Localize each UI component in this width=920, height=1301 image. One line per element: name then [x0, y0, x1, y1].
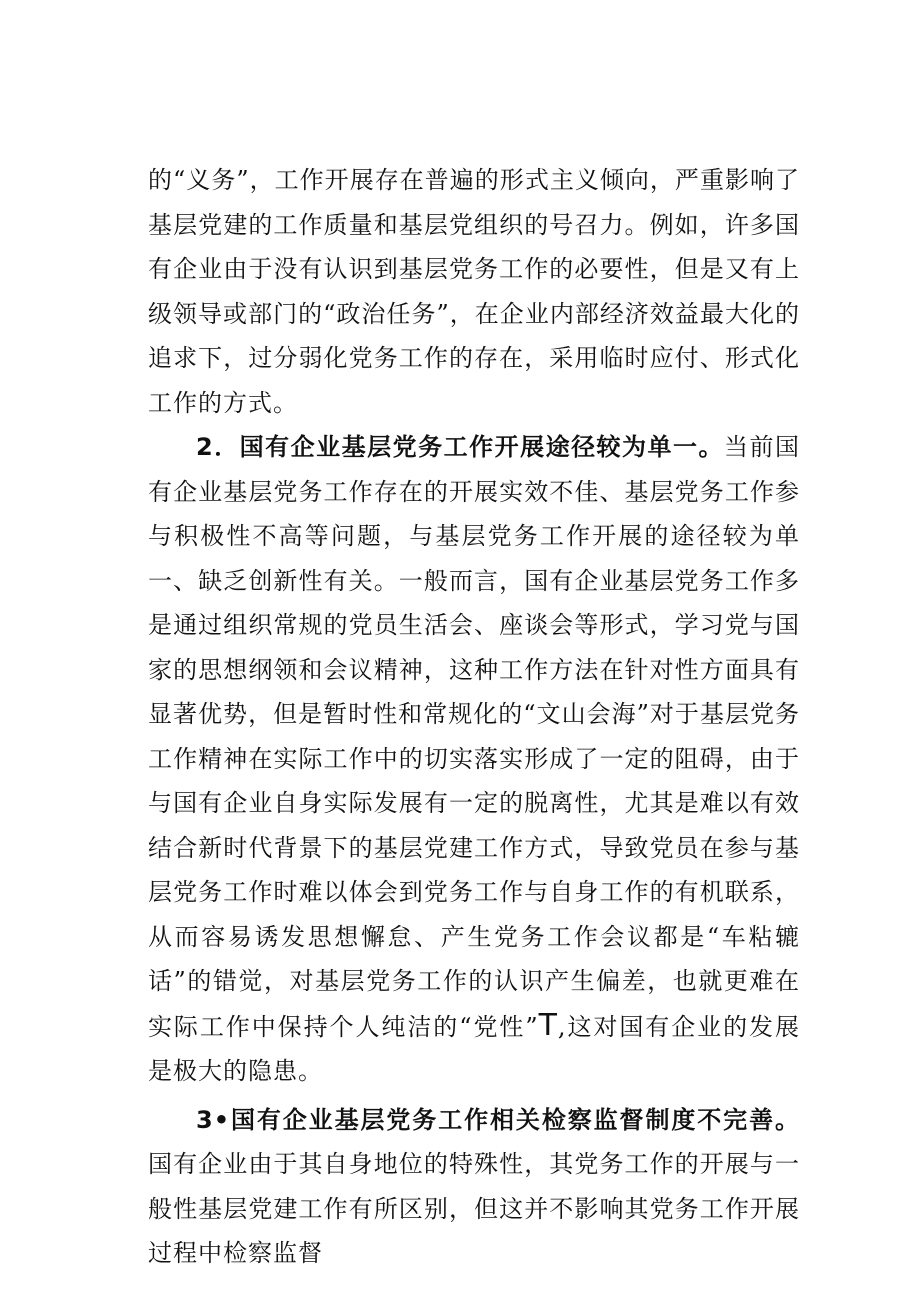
document-page — [148, 158, 800, 1276]
paragraph-2-body-end: ,这对国有企业的发展是极大的隐患。 — [148, 1012, 800, 1085]
paragraph-2-heading: 2．国有企业基层党务工作开展途径较为单一。 — [196, 433, 725, 461]
paragraph-2-body: 当前国有企业基层党务工作存在的开展实效不佳、基层党务工作参与积极性不高等问题，与基层党务工作开展的途径较为单一、缺乏创新性有关。一般而言，国有企业基层党务工作多是通过组织常规的党员生活会、座谈会等形式，学习党与国家的思想纲领和会议精神，这种工作方法在针对性方面具有显著优势，但是暂时性和常规化的“文山会海”对于基层党务工作精神在实际工作中的切实落实形成了一定的阻碍，由于与国有企业自身实际发展有一定的脱离性，尤其是难以有效结合新时代背景下的基层党建工作方式，导致党员在参与基层党务工作时难以体会到党务工作与自身工作的有机联系，从而容易诱发思想懈怠、产生党务工作会议都是“车粘辘话”的错觉，对基层党务工作的认识产生偏差，也就更难在实际工作中保持个人纯洁的“党性” — [148, 433, 800, 1041]
paragraph-3-body: 国有企业由于其自身地位的特殊性，其党务工作的开展与一般性基层党建工作有所区别，但这并不影响其党务工作开展过程中检察监督 — [148, 1150, 800, 1267]
paragraph-1-text: 的“义务”，工作开展存在普遍的形式主义倾向，严重影响了基层党建的工作质量和基层党组织的号召力。例如，许多国有企业由于没有认识到基层党务工作的必要性，但是又有上级领导或部门的“政治任务”，在企业内部经济效益最大化的追求下，过分弱化党务工作的存在，采用临时应付、形式化工作的方式。 — [148, 166, 800, 417]
paragraph-2-odd-glyph: T — [538, 1007, 558, 1043]
paragraph-3 — [148, 1098, 800, 1276]
paragraph-3-heading: 3•国有企业基层党务工作相关检察监督制度不完善。 — [196, 1105, 800, 1134]
paragraph-1 — [148, 158, 800, 425]
paragraph-2 — [148, 425, 800, 1094]
